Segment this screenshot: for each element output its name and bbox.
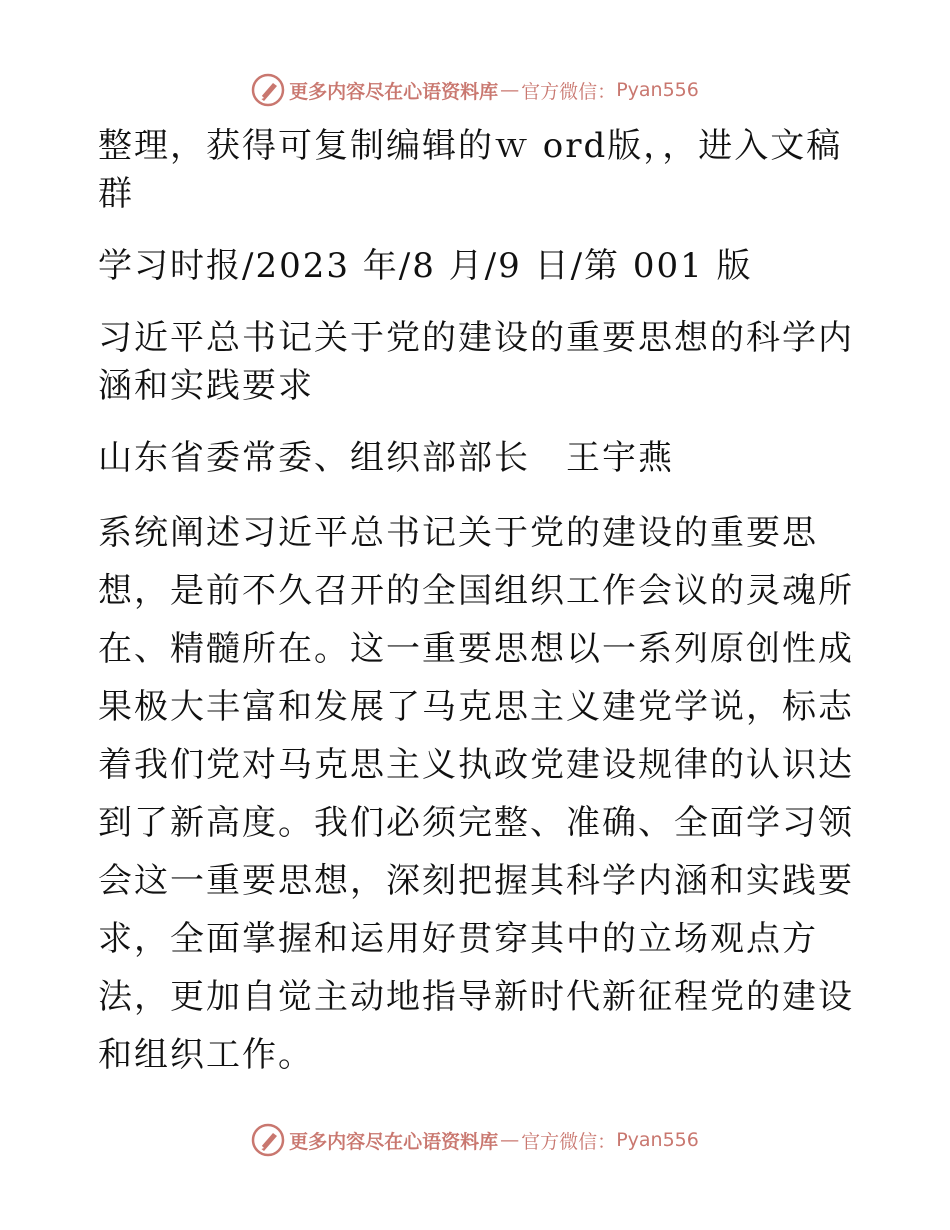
watermark-account-label: 官方微信： <box>521 80 617 103</box>
article-title: 习近平总书记关于党的建设的重要思想的科学内涵和实践要求 <box>98 318 854 406</box>
source-line: 学习时报/2023 年/8 月/9 日/第 001 版 <box>98 246 753 286</box>
watermark-account-id: Pyan556 <box>616 1129 699 1151</box>
watermark-separator: — <box>500 79 520 101</box>
watermark-account-id: Pyan556 <box>616 79 699 101</box>
author-line: 山东省委常委、组织部部长 王宇燕 <box>98 438 674 478</box>
watermark-text: 更多内容尽在心语资料库 <box>289 80 499 103</box>
document-body <box>98 122 858 1084</box>
editor-note: 整理，获得可复制编辑的ｗ ord版，，进入文稿群 <box>98 126 843 214</box>
watermark-footer <box>0 1120 950 1160</box>
pen-logo-icon <box>251 1123 285 1157</box>
pen-logo-icon <box>251 73 285 107</box>
watermark-text: 更多内容尽在心语资料库 <box>289 1130 499 1153</box>
body-paragraph: 系统阐述习近平总书记关于党的建设的重要思想，是前不久召开的全国组织工作会议的灵魂所在、精髓所在。这一重要思想以一系列原创性成果极大丰富和发展了马克思主义建党学说，标志着我们党对马克思主义执政党建设规律的认识达到了新高度。我们必须完整、准确、全面学习领会这一重要思想，深刻把握其科学内涵和实践要求，全面掌握和运用好贯穿其中的立场观点方法，更加自觉主动地指导新时代新征程党的建设和组织工作。 <box>98 513 854 1075</box>
watermark-account-label: 官方微信： <box>521 1130 617 1153</box>
watermark-separator: — <box>500 1129 520 1151</box>
watermark-header <box>0 70 950 110</box>
